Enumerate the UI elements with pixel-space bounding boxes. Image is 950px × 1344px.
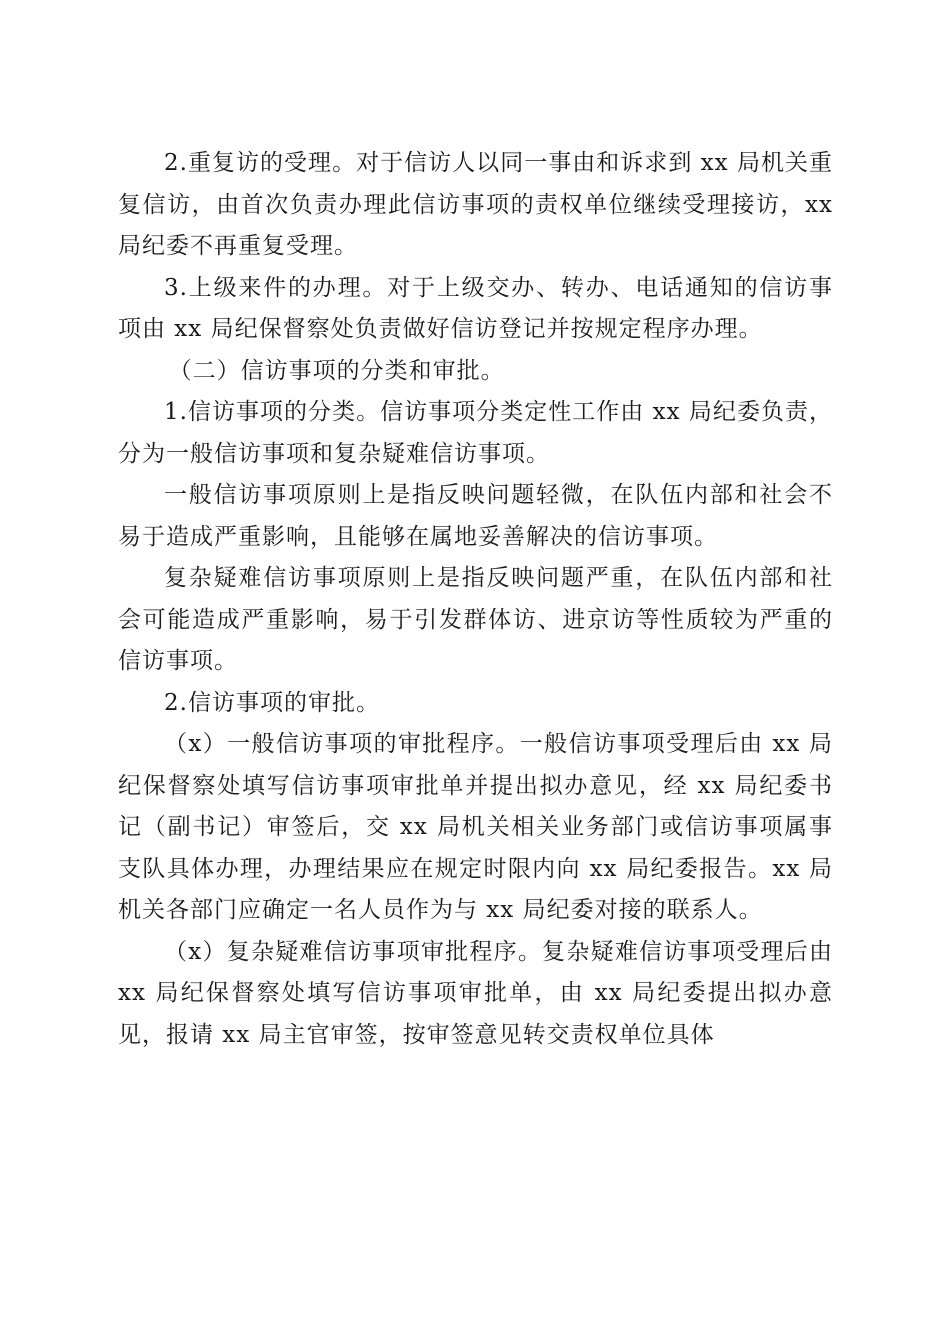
paragraph-general-matters: 一般信访事项原则上是指反映问题轻微，在队伍内部和社会不易于造成严重影响，且能够在属地妥善解决的信访事项。: [118, 482, 833, 550]
paragraph-repeat-visit: 2.重复访的受理。对于信访人以同一事由和诉求到 xx 局机关重复信访，由首次负责办理此信访事项的责权单位继续受理接访，xx 局纪委不再重复受理。: [118, 150, 833, 259]
paragraph-approval-heading: 2.信访事项的审批。: [164, 689, 380, 716]
paragraph-classification: 1.信访事项的分类。信访事项分类定性工作由 xx 局纪委负责，分为一般信访事项和复杂疑难信访事项。: [118, 399, 833, 467]
paragraph-general-approval: （x）一般信访事项的审批程序。一般信访事项受理后由 xx 局纪保督察处填写信访事项审批单并提出拟办意见，经 xx 局纪委书记（副书记）审签后，交 xx 局机关相关业务部门或信访事项属事支队具体办理，办理结果应在规定时限内向 xx 局纪委报告。xx 局机关各部门应确定一名人员作为与 xx 局纪委对接的联系人。: [118, 731, 833, 923]
paragraph-complex-approval: （x）复杂疑难信访事项审批程序。复杂疑难信访事项受理后由 xx 局纪保督察处填写信访事项审批单，由 xx 局纪委提出拟办意见，报请 xx 局主官审签，按审签意见转交责权单位具体: [118, 938, 833, 1048]
paragraph-complex-matters: 复杂疑难信访事项原则上是指反映问题严重，在队伍内部和社会可能造成严重影响，易于引发群体访、进京访等性质较为严重的信访事项。: [118, 565, 833, 674]
document-body: [118, 143, 833, 1056]
paragraph-superior-referral: 3.上级来件的办理。对于上级交办、转办、电话通知的信访事项由 xx 局纪保督察处负责做好信访登记并按规定程序办理。: [118, 274, 833, 342]
section-heading-classification: （二）信访事项的分类和审批。: [168, 357, 505, 384]
